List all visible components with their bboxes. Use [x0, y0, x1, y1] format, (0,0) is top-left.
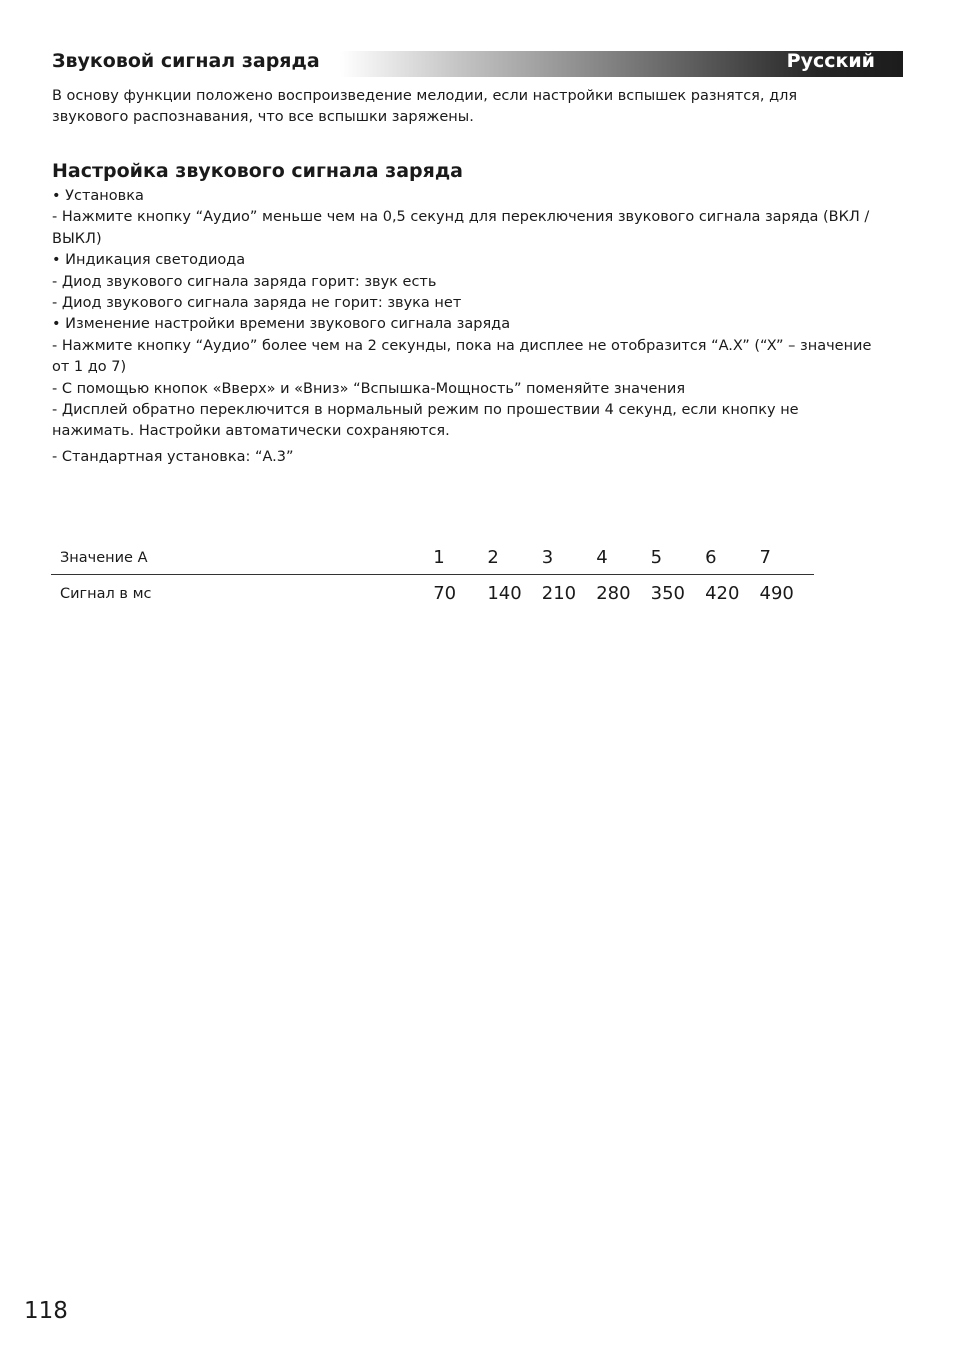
table-cell: 140 — [487, 583, 522, 604]
list-item: - Дисплей обратно переключится в нормальный режим по прошествии 4 секунд, если кнопку не нажимать. Настройки автоматически сохраняются. — [52, 402, 799, 440]
list-item: - Нажмите кнопку “Аудио” более чем на 2 секунды, пока на дисплее не отобразится “A.X” (“X” – значение от 1 до 7) — [52, 337, 872, 376]
table-cell: 1 — [433, 541, 487, 575]
page-number: 118 — [24, 1298, 68, 1324]
subsection-title: Настройка звукового сигнала заряда — [52, 160, 463, 182]
instruction-list — [52, 186, 882, 468]
table-header-row — [51, 541, 814, 575]
table-cell: 210 — [541, 583, 577, 604]
value-table — [51, 541, 814, 610]
language-label: Русский — [786, 50, 875, 72]
table-cell: 6 — [705, 541, 759, 575]
table-cell: 280 — [596, 583, 631, 604]
table-cell: 7 — [760, 541, 815, 575]
list-item: • Индикация светодиода — [52, 252, 246, 269]
list-item: • Изменение настройки времени звукового сигнала заряда — [52, 316, 511, 333]
table-cell: 4 — [596, 541, 650, 575]
list-item: - С помощью кнопок «Вверх» и «Вниз» “Вспышка-Мощность” поменяйте значения — [52, 380, 686, 397]
list-item: • Установка — [52, 188, 144, 204]
row-label-signal: Сигнал в мс — [60, 585, 152, 602]
list-item: - Нажмите кнопку “Аудио” меньше чем на 0,5 секунд для переключения звукового сигнала заряда (ВКЛ / ВЫКЛ) — [52, 209, 870, 247]
table-cell: 420 — [705, 583, 740, 604]
intro-paragraph: В основу функции положено воспроизведение мелодии, если настройки вспышек разнятся, для звукового распознавания, что все вспышки заряжены. — [52, 88, 798, 125]
table-cell: 5 — [651, 541, 705, 575]
list-item: - Стандартная установка: “A.3” — [52, 448, 294, 465]
table-cell: 350 — [650, 583, 685, 604]
table-row — [51, 575, 814, 611]
table-cell: 70 — [433, 583, 457, 604]
list-item: - Диод звукового сигнала заряда горит: звук есть — [52, 273, 437, 290]
table-cell: 2 — [487, 541, 541, 575]
table-cell: 490 — [759, 583, 794, 604]
section-title: Звуковой сигнал заряда — [52, 50, 320, 72]
list-item: - Диод звукового сигнала заряда не горит: звука нет — [52, 295, 462, 312]
table-cell: 3 — [542, 541, 596, 575]
row-label-value: Значение А — [51, 541, 433, 575]
